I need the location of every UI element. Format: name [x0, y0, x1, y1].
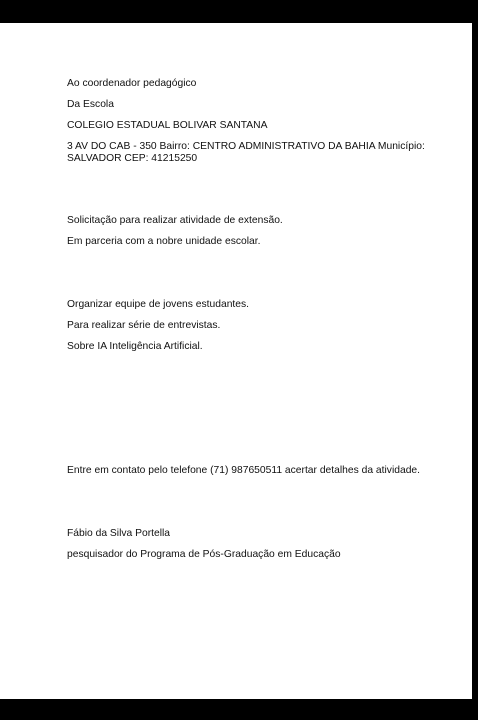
plan-line-3: Sobre IA Inteligência Artificial.	[67, 341, 203, 352]
signature-name: Fábio da Silva Portella	[67, 528, 171, 539]
school-label: Da Escola	[67, 99, 114, 110]
signature-role: pesquisador do Programa de Pós-Graduação em Educação	[67, 549, 341, 560]
page-edge	[472, 23, 478, 699]
plan-line-2: Para realizar série de entrevistas.	[67, 320, 221, 331]
request-line-2: Em parceria com a nobre unidade escolar.	[67, 236, 261, 247]
contact-line: Entre em contato pelo telefone (71) 987650511 acertar detalhes da atividade.	[67, 465, 421, 476]
address-line-1: 3 AV DO CAB - 350 Bairro: CENTRO ADMINISTRATIVO DA BAHIA Município:	[67, 141, 425, 152]
address-line-2: SALVADOR CEP: 41215250	[67, 153, 198, 164]
school-name: COLEGIO ESTADUAL BOLIVAR SANTANA	[67, 120, 268, 131]
recipient-title: Ao coordenador pedagógico	[67, 78, 197, 89]
plan-line-1: Organizar equipe de jovens estudantes.	[67, 299, 250, 310]
request-line-1: Solicitação para realizar atividade de extensão.	[67, 215, 283, 226]
